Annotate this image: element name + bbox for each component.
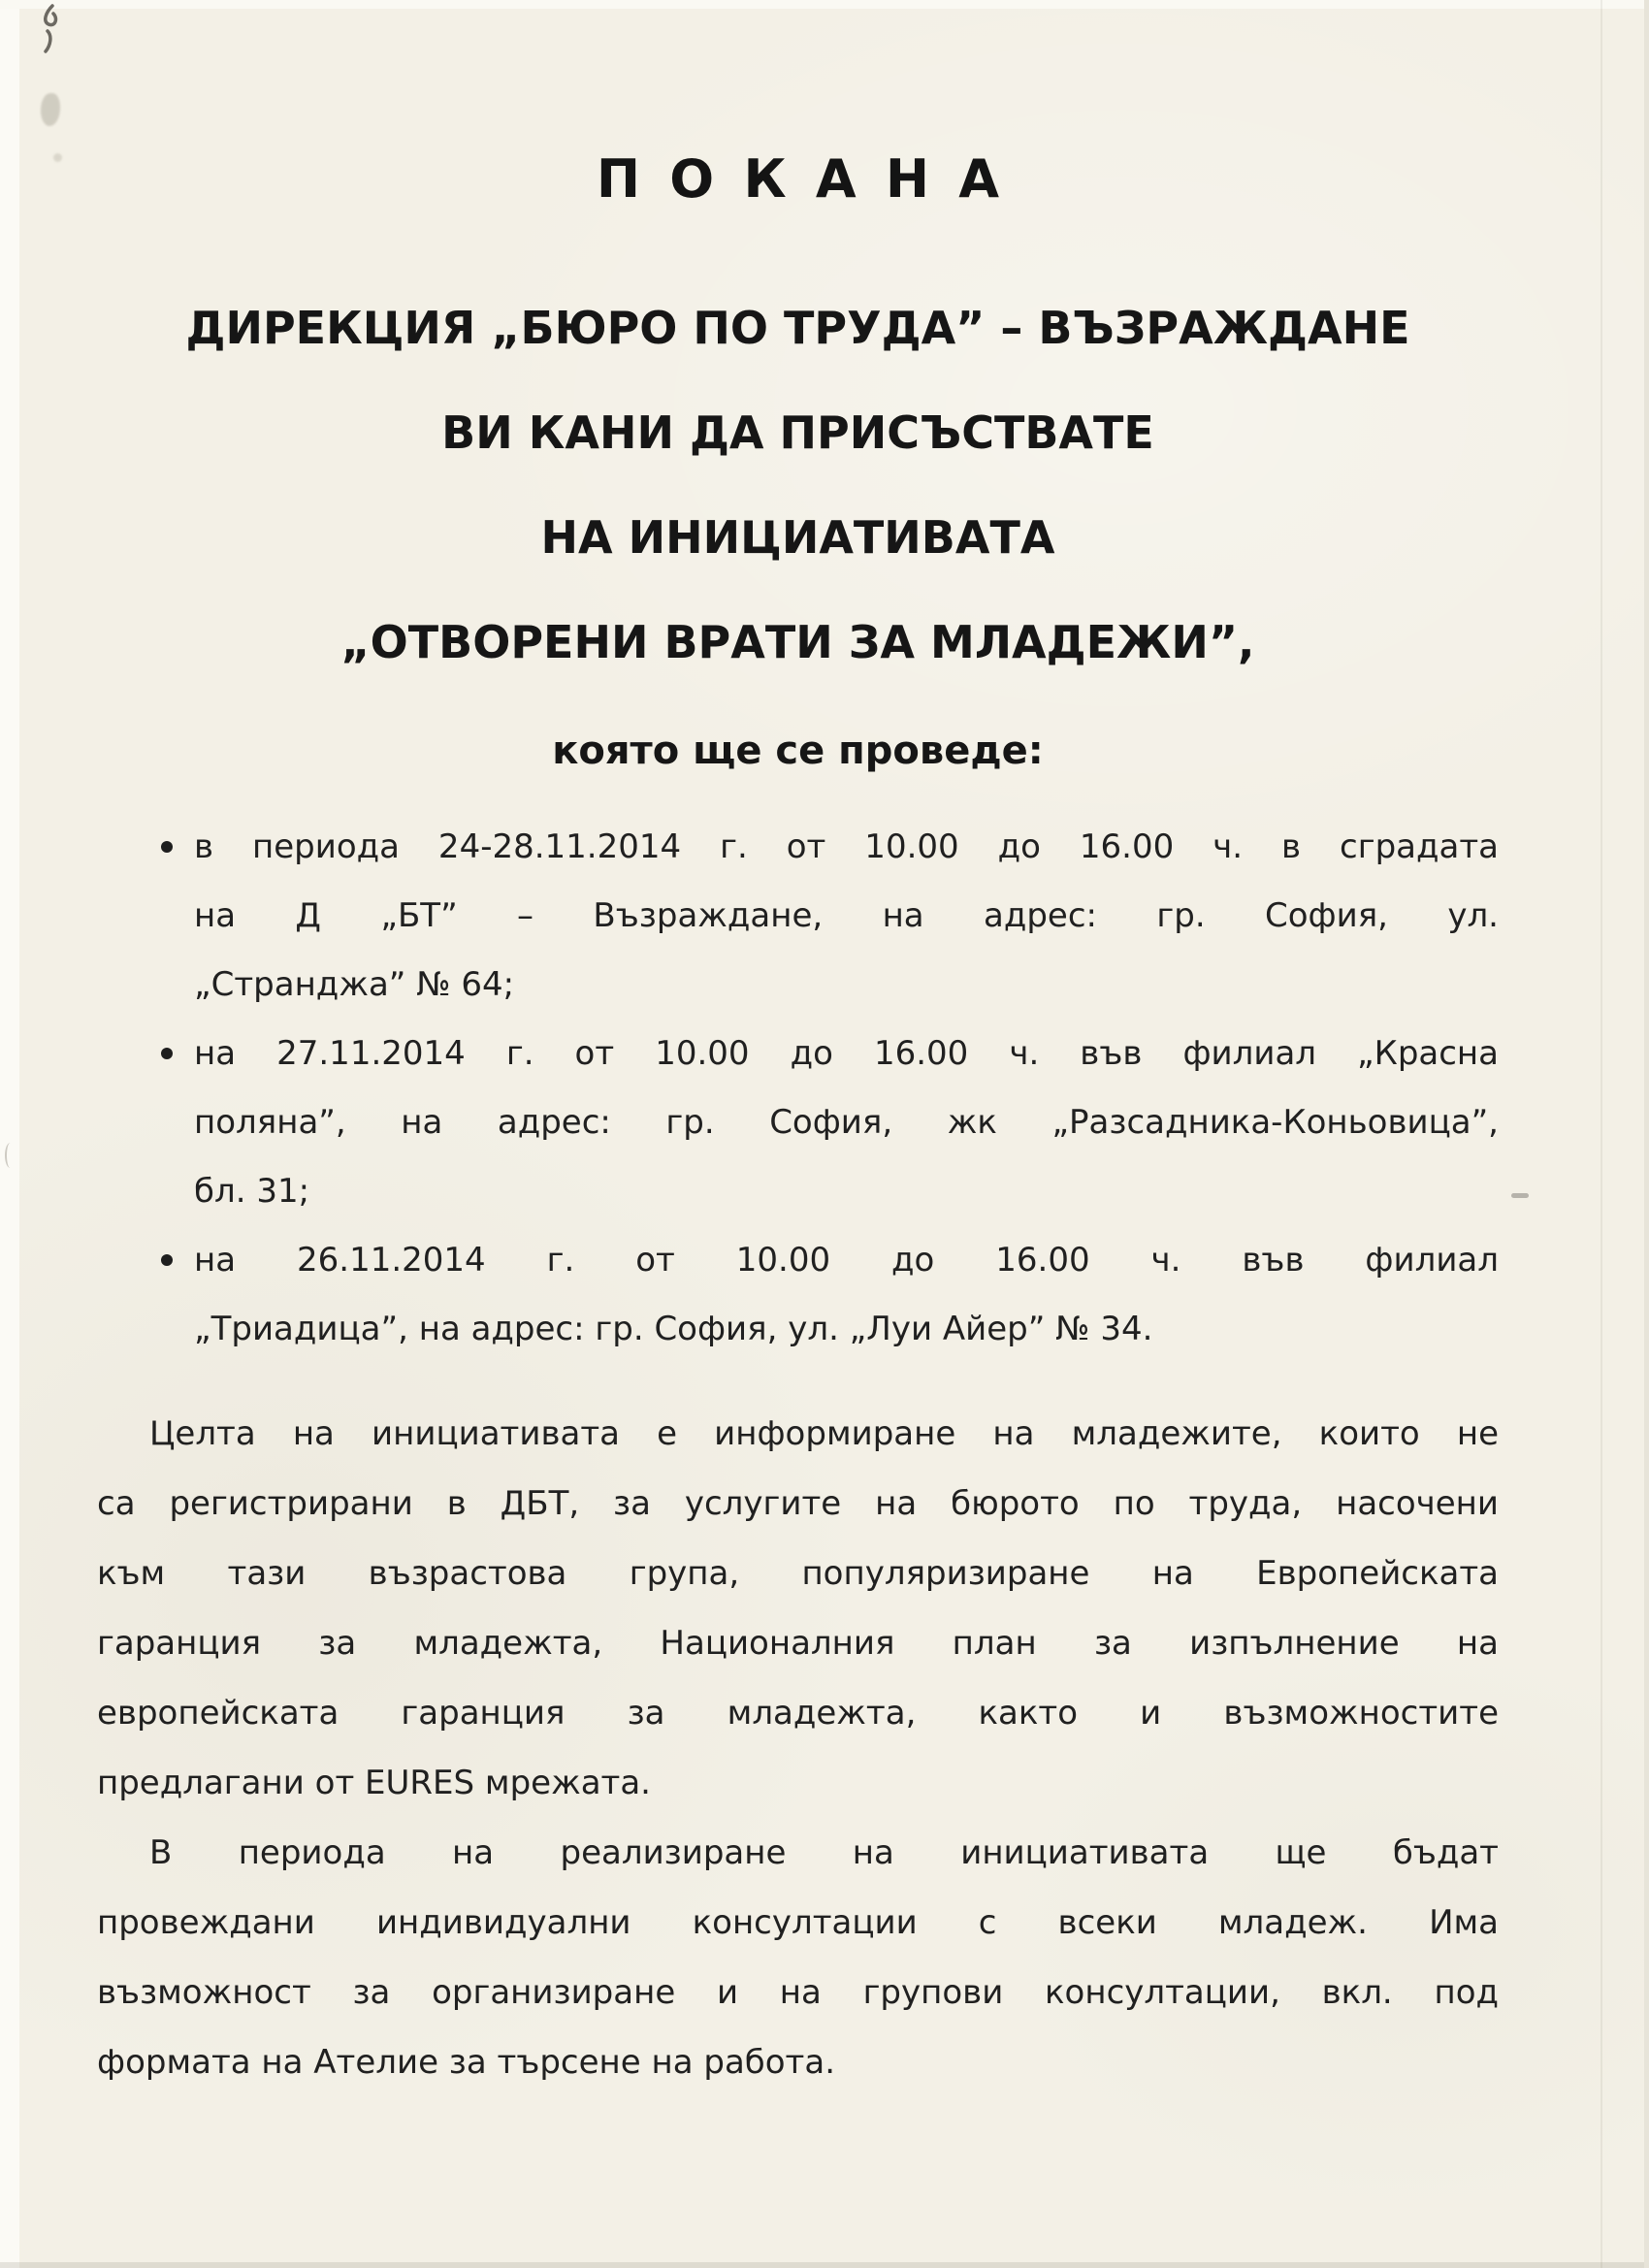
scan-artifact-dash: [1511, 1193, 1529, 1198]
paragraph-line: Целта на инициативата е информиране на младежите, които не: [149, 1414, 1499, 1453]
heading-line-initiative: НА ИНИЦИАТИВАТА: [540, 511, 1055, 564]
scan-edge-bottom: [0, 2262, 1649, 2268]
bullet-dot-icon: [161, 841, 173, 853]
document-content: [97, 0, 1499, 2097]
paragraph-line: към тази възрастова група, популяризиране на Европейската: [97, 1554, 1499, 1593]
paragraph-line: предлагани от EURES мрежата.: [97, 1764, 651, 1802]
scan-artifact-smudge: [41, 93, 60, 126]
heading-line-directorate: ДИРЕКЦИЯ „БЮРО ПО ТРУДА” – ВЪЗРАЖДАНЕ: [185, 302, 1410, 354]
paragraph-line: са регистрирани в ДБТ, за услугите на бюрото по труда, насочени: [97, 1484, 1499, 1523]
paragraph-line: формата на Ателие за търсене на работа.: [97, 2043, 835, 2082]
bullet-item-triaditsa: [97, 1226, 1499, 1364]
body-paragraphs: [97, 1399, 1499, 2097]
bullet-line: на 26.11.2014 г. от 10.00 до 16.00 ч. във филиал: [194, 1241, 1499, 1280]
bullet-dot-icon: [161, 1048, 173, 1059]
scan-edge-right: [1644, 0, 1649, 2268]
scan-crease-line: [1600, 0, 1602, 2268]
paragraph-line: провеждани индивидуални консултации с всеки младеж. Има: [97, 1903, 1499, 1942]
bullet-line: „Триадица”, на адрес: гр. София, ул. „Луи Айер” № 34.: [194, 1310, 1153, 1348]
paragraph-line: В периода на реализиране на инициативата ще бъдат: [149, 1833, 1499, 1872]
bullet-item-krasna-polyana: [97, 1020, 1499, 1226]
bullet-line: поляна”, на адрес: гр. София, жк „Разсадника-Коньовица”,: [194, 1103, 1499, 1142]
paragraph-line: гаранция за младежта, Националния план за изпълнение на: [97, 1624, 1499, 1663]
bullet-line: на Д „БТ” – Възраждане, на адрес: гр. София, ул.: [194, 896, 1499, 935]
scan-edge-left: [0, 0, 19, 2268]
paragraph-consultations: [97, 1818, 1499, 2097]
bullet-list: [97, 813, 1499, 1364]
scan-artifact-ink-mark: [37, 4, 70, 58]
heading-line-open-doors: „ОТВОРЕНИ ВРАТИ ЗА МЛАДЕЖИ”,: [340, 616, 1255, 668]
subheading-schedule: която ще се проведе:: [552, 729, 1044, 773]
paragraph-line: възможност за организиране и на групови консултации, вкл. под: [97, 1973, 1499, 2012]
bullet-dot-icon: [161, 1254, 173, 1266]
bullet-line: в периода 24-28.11.2014 г. от 10.00 до 16.00 ч. в сградата: [194, 827, 1499, 866]
bullet-line: „Странджа” № 64;: [194, 965, 515, 1004]
document-title: ПОКАНА: [596, 148, 1029, 210]
paragraph-goal: [97, 1399, 1499, 1818]
bullet-item-strandzha: [97, 813, 1499, 1020]
scan-artifact-speck: [53, 153, 62, 162]
bullet-line: на 27.11.2014 г. от 10.00 до 16.00 ч. във филиал „Красна: [194, 1034, 1499, 1073]
paragraph-line: европейската гаранция за младежта, както и възможностите: [97, 1694, 1499, 1733]
scan-artifact-left-margin-mark: [5, 1143, 16, 1168]
bullet-line: бл. 31;: [194, 1172, 310, 1211]
heading-line-invites: ВИ КАНИ ДА ПРИСЪСТВАТЕ: [441, 406, 1154, 459]
